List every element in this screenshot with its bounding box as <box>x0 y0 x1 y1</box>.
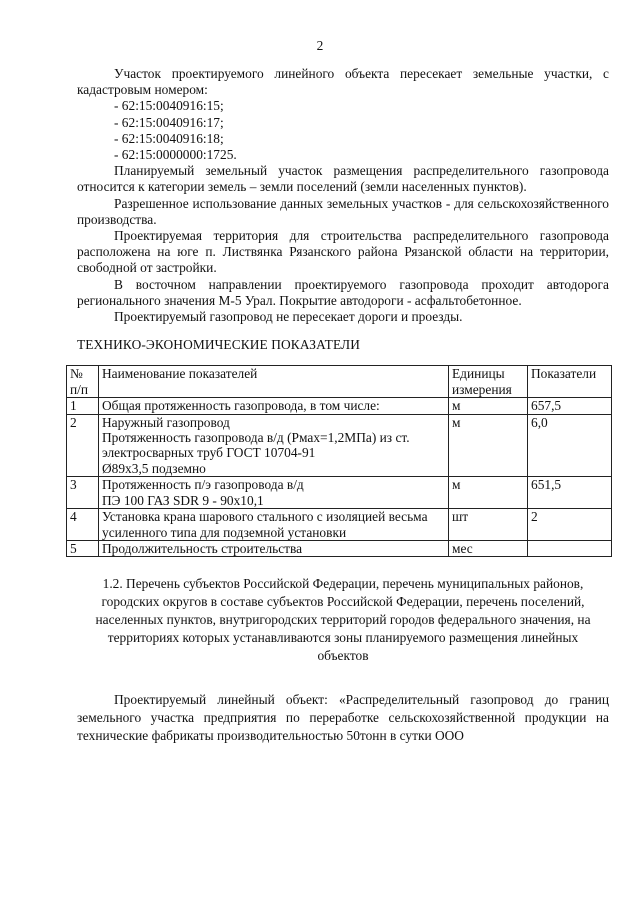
row-value <box>528 540 612 556</box>
row-value: 657,5 <box>528 398 612 414</box>
cadastral-number: - 62:15:0000000:1725. <box>114 147 237 163</box>
table-row <box>67 398 612 414</box>
table-row <box>67 477 612 509</box>
paragraph-land-category: Планируемый земельный участок размещения распределительного газопровода относится к категории земель – земли поселений (земли населенных пунктов). <box>77 163 609 195</box>
row-value: 2 <box>528 509 612 541</box>
table-row <box>67 540 612 556</box>
row-unit: м <box>449 398 528 414</box>
row-unit: м <box>449 477 528 509</box>
row-value: 651,5 <box>528 477 612 509</box>
paragraph-territory-location: Проектируемая территория для строительства распределительного газопровода расположена на юге п. Листвянка Рязанского района Рязанской области на территории, свободной от застройки. <box>77 228 609 276</box>
indicators-table <box>66 365 612 557</box>
row-value: 6,0 <box>528 414 612 477</box>
row-name: Общая протяженность газопровода, в том числе: <box>99 398 449 414</box>
paragraph-permitted-use: Разрешенное использование данных земельных участков - для сельскохозяйственного производства. <box>77 195 609 227</box>
header-name: Наименование показателей <box>99 366 449 398</box>
cadastral-number: - 62:15:0040916:15; <box>114 98 224 114</box>
row-name: Продолжительность строительства <box>99 540 449 556</box>
row-number: 4 <box>67 509 99 541</box>
header-unit: Единицы измерения <box>449 366 528 398</box>
cadastral-number: - 62:15:0040916:18; <box>114 130 224 146</box>
table-row <box>67 509 612 541</box>
page-content <box>70 66 609 745</box>
paragraph-linear-object: Проектируемый линейный объект: «Распределительный газопровод до границ земельного участка предприятия по переработке сельскохозяйственной продукции на технические фабрикаты производительностью 50тонн в сутки ООО <box>77 692 609 744</box>
row-unit: мес <box>449 540 528 556</box>
paragraph-no-crossings: Проектируемый газопровод не пересекает дороги и проезды. <box>114 309 463 325</box>
row-number: 2 <box>67 414 99 477</box>
row-unit: шт <box>449 509 528 541</box>
table-header-row <box>67 366 612 398</box>
paragraph-land-intersection: Участок проектируемого линейного объекта пересекает земельные участки, с кадастровым номером: <box>77 66 609 98</box>
row-name: Наружный газопровод Протяженность газопровода в/д (Рмах=1,2МПа) из ст. электросварных труб ГОСТ 10704-91 Ø89х3,5 подземно <box>99 414 449 477</box>
row-unit: м <box>449 414 528 477</box>
header-number: № п/п <box>67 366 99 398</box>
row-name: Протяженность п/э газопровода в/д ПЭ 100 ГАЗ SDR 9 - 90х10,1 <box>99 477 449 509</box>
row-number: 1 <box>67 398 99 414</box>
row-number: 5 <box>67 540 99 556</box>
cadastral-number: - 62:15:0040916:17; <box>114 114 224 130</box>
table-row <box>67 414 612 477</box>
paragraph-highway: В восточном направлении проектируемого газопровода проходит автодорога регионального значения М-5 Урал. Покрытие автодороги - асфальтобетонное. <box>77 276 609 308</box>
page-number: 2 <box>316 38 324 53</box>
row-name: Установка крана шарового стального с изоляцией весьма усиленного типа для подземной установки <box>99 509 449 541</box>
section-heading-1-2: 1.2. Перечень субъектов Российской Федерации, перечень муниципальных районов, городских округов в составе субъектов Российской Федерации, перечень поселений, населенных пунктов, внутригородских территорий городов федерального значения, на территориях которых устанавливаются зоны планируемого размещения линейных объектов <box>95 576 591 664</box>
row-number: 3 <box>67 477 99 509</box>
header-value: Показатели <box>528 366 612 398</box>
table-title: ТЕХНИКО-ЭКОНОМИЧЕСКИЕ ПОКАЗАТЕЛИ <box>77 337 361 353</box>
